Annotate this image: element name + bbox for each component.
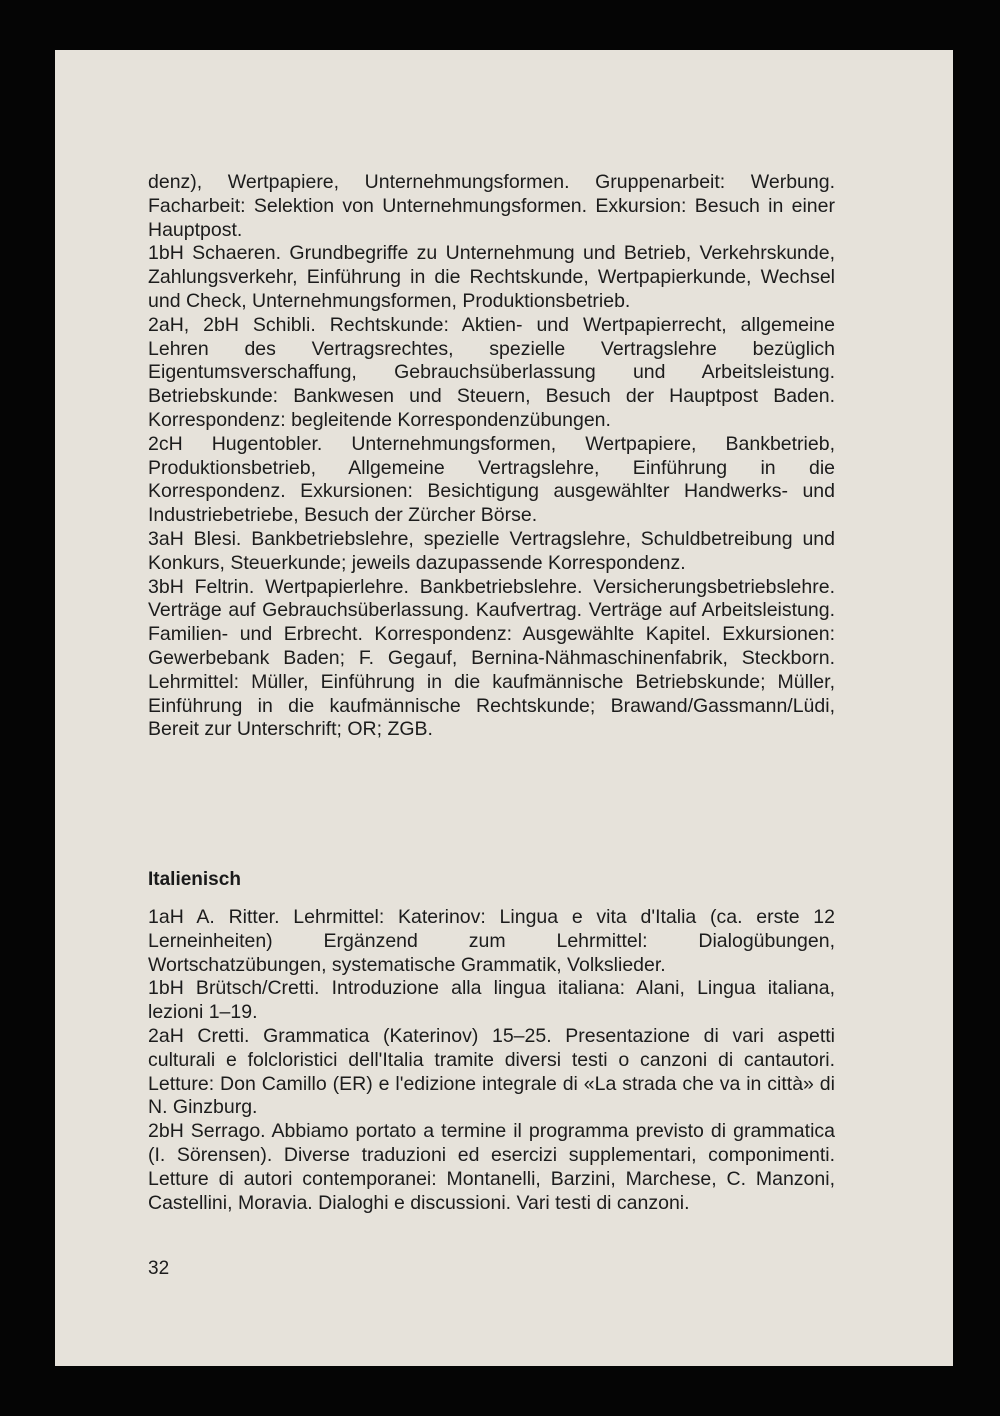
paragraph: 2aH Cretti. Grammatica (Katerinov) 15–25. Presentazione di vari aspetti culturali e folcloristici dell'Italia tramite diversi testi o canzoni di cantautori. Letture: Don Camillo (ER) e l'edizione integrale di «La strada che va in città» di N. Ginzburg. <box>148 1024 835 1119</box>
paragraph: denz), Wertpapiere, Unternehmungsformen. Gruppenarbeit: Werbung. Facharbeit: Selektion von Unternehmungsformen. Exkursion: Besuch in einer Hauptpost. <box>148 171 835 241</box>
paragraph: 1aH A. Ritter. Lehrmittel: Katerinov: Lingua e vita d'Italia (ca. erste 12 Lerneinheiten) Ergänzend zum Lehrmittel: Dialogübungen, Wortschatzübungen, systematische Grammatik, Volkslieder. <box>148 906 835 976</box>
paragraph: 2aH, 2bH Schibli. Rechtskunde: Aktien- und Wertpapierrecht, allgemeine Lehren des Vertragsrechtes, spezielle Vertragslehre bezüglich Eigentumsverschaffung, Gebrauchsüberlassung und Arbeitsleistung. Betriebskunde: Bankwesen und Steuern, Besuch der Hauptpost Baden. Korrespondenz: begleitende Korrespondenzübungen. <box>148 313 835 431</box>
document-page <box>55 50 953 1366</box>
paragraph: 2bH Serrago. Abbiamo portato a termine il programma previsto di grammatica (I. Sörensen). Diverse traduzioni ed esercizi supplementari, componimenti. Letture di autori contemporanei: Montanelli, Barzini, Marchese, C. Manzoni, Castellini, Moravia. Dialoghi e discussioni. Vari testi di canzoni. <box>148 1120 835 1214</box>
paragraph: 1bH Brütsch/Cretti. Introduzione alla lingua italiana: Alani, Lingua italiana, lezioni 1–19. <box>148 977 835 1024</box>
paragraph: 1bH Schaeren. Grundbegriffe zu Unternehmung und Betrieb, Verkehrskunde, Zahlungsverkehr, Einführung in die Rechtskunde, Wertpapierkunde, Wechsel und Check, Unternehmungsformen, Produktionsbetrieb. <box>148 242 835 312</box>
page-number: 32 <box>148 1258 170 1279</box>
section-heading-italienisch: Italienisch <box>148 869 241 890</box>
paragraph: 3bH Feltrin. Wertpapierlehre. Bankbetriebslehre. Versicherungsbetriebslehre. Verträge auf Gebrauchsüberlassung. Kaufvertrag. Verträge auf Arbeitsleistung. Familien- und Erbrecht. Korrespondenz: Ausgewählte Kapitel. Exkursionen: Gewerbebank Baden; F. Gegauf, Bernina-Nähmaschinenfabrik, Steckborn. Lehrmittel: Müller, Einführung in die kaufmännische Betriebskunde; Müller, Einführung in die kaufmännische Rechtskunde; Brawand/Gassmann/Lüdi, Bereit zur Unterschrift; OR; ZGB. <box>148 575 835 741</box>
paragraph: 2cH Hugentobler. Unternehmungsformen, Wertpapiere, Bankbetrieb, Produktionsbetrieb, Allgemeine Vertragslehre, Einführung in die Korrespondenz. Exkursionen: Besichtigung ausgewählter Handwerks- und Industriebetriebe, Besuch der Zürcher Börse. <box>148 432 835 527</box>
paragraph: 3aH Blesi. Bankbetriebslehre, spezielle Vertragslehre, Schuldbetreibung und Konkurs, Steuerkunde; jeweils dazupassende Korrespondenz. <box>148 527 835 574</box>
text-block-commerce <box>148 171 835 742</box>
text-block-italienisch <box>148 906 835 1215</box>
